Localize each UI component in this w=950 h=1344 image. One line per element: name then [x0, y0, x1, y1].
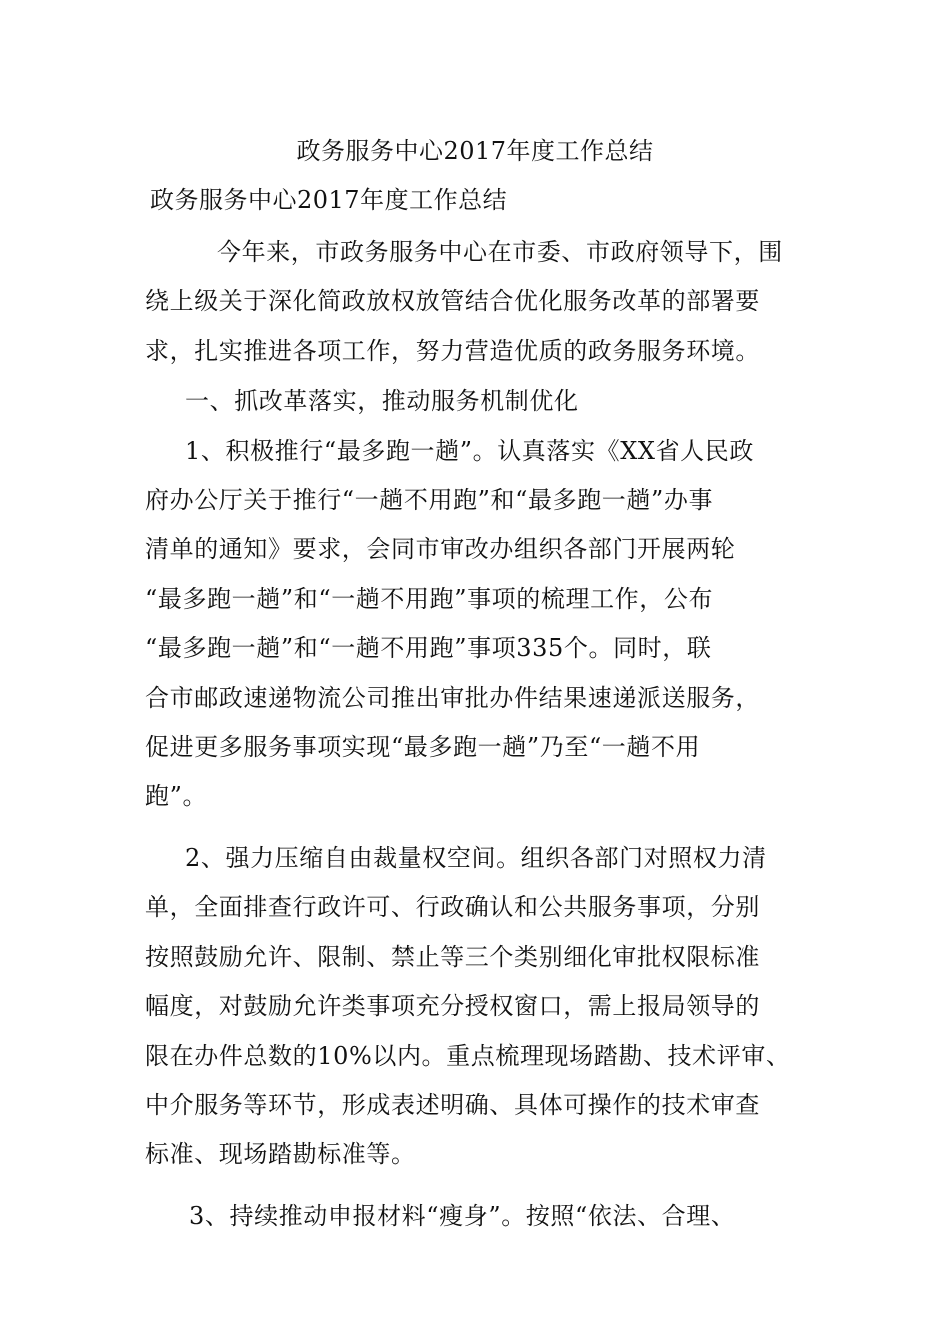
- text-line: 跑”。: [145, 782, 208, 811]
- section-heading: [145, 377, 815, 426]
- document-subtitle: 政务服务中心2017年度工作总结: [150, 186, 508, 214]
- text-line: 按照鼓励允许、限制、禁止等三个类别细化审批权限标准: [145, 942, 760, 971]
- text-line: 2、强力压缩自由裁量权空间。组织各部门对照权力清: [185, 843, 767, 872]
- intro-paragraph: [145, 228, 815, 376]
- text-line: 今年来，市政务服务中心在市委、市政府领导下，围: [217, 238, 783, 266]
- text-line: 限在办件总数的10%以内。重点梳理现场踏勘、技术评审、: [145, 1041, 791, 1070]
- text-line: “最多跑一趟”和“一趟不用跑”事项335个。同时，联: [145, 634, 712, 663]
- text-line: “最多跑一趟”和“一趟不用跑”事项的梳理工作，公布: [145, 584, 714, 613]
- paragraph-spacer: [145, 1180, 815, 1192]
- item-paragraph-2: [145, 834, 815, 1180]
- text-line: 绕上级关于深化简政放权放管结合优化服务改革的部署要: [145, 287, 760, 316]
- text-line: 合市邮政速递物流公司推出审批办件结果速递派送服务，: [145, 683, 760, 712]
- paragraph-spacer: [145, 822, 815, 834]
- text-line: 促进更多服务事项实现“最多跑一趟”乃至“一趟不用: [145, 733, 701, 762]
- text-line: 清单的通知》要求，会同市审改办组织各部门开展两轮: [145, 535, 736, 564]
- text-line: 3、持续推动申报材料“瘦身”。按照“依法、合理、: [189, 1201, 736, 1230]
- text-line: 府办公厅关于推行“一趟不用跑”和“最多跑一趟”办事: [145, 486, 714, 515]
- document-body: [145, 228, 815, 1241]
- text-line: 标准、现场踏勘标准等。: [145, 1140, 416, 1169]
- text-line: 求，扎实推进各项工作，努力营造优质的政务服务环境。: [145, 336, 760, 365]
- item-paragraph-1: [145, 427, 815, 822]
- text-line: 1、积极推行“最多跑一趟”。认真落实《XX省人民政: [185, 436, 754, 465]
- text-line: 一、抓改革落实，推动服务机制优化: [185, 387, 579, 416]
- text-line: 中介服务等环节，形成表述明确、具体可操作的技术审查: [145, 1090, 760, 1119]
- document-title: 政务服务中心2017年度工作总结: [296, 137, 654, 165]
- text-line: 单，全面排查行政许可、行政确认和公共服务事项，分别: [145, 893, 760, 922]
- text-line: 幅度，对鼓励允许类事项充分授权窗口，需上报局领导的: [145, 992, 760, 1021]
- item-paragraph-3: [145, 1192, 815, 1241]
